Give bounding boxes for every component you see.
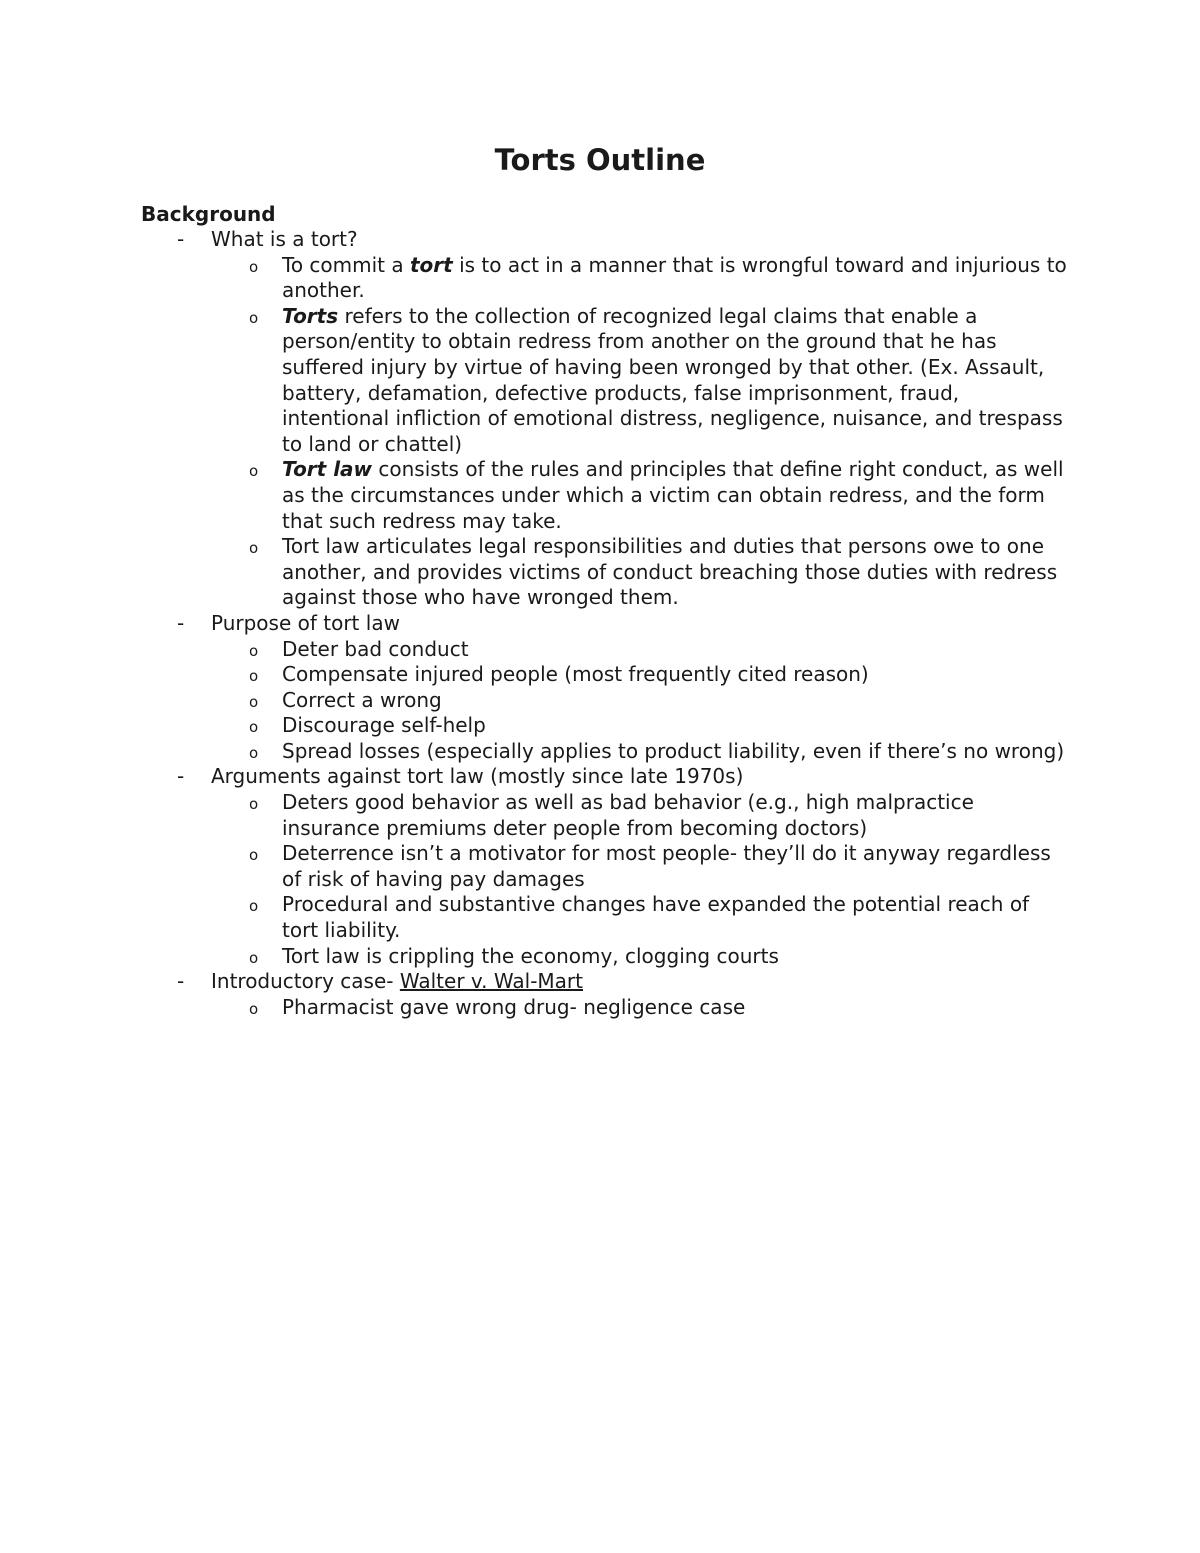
sub-item-text bbox=[212, 457, 1071, 534]
circle-bullet: o bbox=[249, 948, 259, 967]
defined-term: tort bbox=[409, 252, 453, 277]
sub-list bbox=[211, 790, 1071, 969]
circle-bullet: o bbox=[249, 308, 259, 327]
case-citation: Walter v. Wal-Mart bbox=[399, 969, 583, 994]
sub-item bbox=[141, 304, 1071, 458]
sub-list bbox=[211, 995, 1071, 1021]
sub-item bbox=[141, 995, 1071, 1021]
defined-term: Torts bbox=[282, 303, 339, 328]
text-segment: is to act in a manner that is wrongful toward and injurious to another. bbox=[282, 252, 1067, 303]
sub-item-text: Deterrence isn’t a motivator for most people- they’ll do it anyway regardless of risk of having pay damages bbox=[282, 841, 1051, 891]
dash-bullet: - bbox=[177, 969, 185, 994]
circle-bullet: o bbox=[249, 667, 259, 686]
sub-item-text bbox=[212, 253, 1071, 304]
sub-item bbox=[141, 253, 1071, 304]
sub-item bbox=[141, 457, 1071, 534]
circle-bullet: o bbox=[249, 846, 259, 865]
circle-bullet: o bbox=[249, 641, 259, 660]
sub-item bbox=[141, 944, 1071, 970]
sub-item-text: Correct a wrong bbox=[282, 687, 442, 712]
circle-bullet: o bbox=[249, 718, 259, 737]
sub-item-text: Spread losses (especially applies to product liability, even if there’s no wrong) bbox=[282, 738, 1065, 763]
dash-bullet: - bbox=[177, 227, 185, 251]
outline-item-label: Arguments against tort law (mostly since late 1970s) bbox=[211, 764, 744, 789]
sub-item bbox=[141, 688, 1071, 714]
circle-bullet: o bbox=[249, 462, 259, 481]
sub-item bbox=[141, 892, 1071, 943]
outline-item-introductory-case bbox=[141, 969, 1071, 1020]
text-segment: refers to the collection of recognized legal claims that enable a person/entity to obtain redress from another on the ground that he has suffered injury by virtue of having been wronged by that other. (Ex. Assault, battery, defamation, defective products, false imprisonment, fraud, intentional infliction of emotional distress, negligence, nuisance, and trespass to land or chattel) bbox=[282, 303, 1063, 456]
sub-item-text: Pharmacist gave wrong drug- negligence case bbox=[282, 994, 746, 1019]
outline-item-what-is-a-tort bbox=[141, 227, 1071, 611]
outline-content bbox=[141, 201, 1071, 1020]
sub-item-text bbox=[212, 304, 1071, 458]
sub-item-text: Compensate injured people (most frequently cited reason) bbox=[282, 662, 869, 687]
sub-item bbox=[141, 841, 1071, 892]
circle-bullet: o bbox=[249, 539, 259, 558]
circle-bullet: o bbox=[249, 897, 259, 916]
text-segment: Tort law articulates legal responsibilities and duties that persons owe to one another, and provides victims of conduct breaching those duties with redress against those who have wronged them. bbox=[282, 534, 1058, 610]
sub-item bbox=[141, 662, 1071, 688]
sub-item-text: Procedural and substantive changes have expanded the potential reach of tort liability. bbox=[282, 892, 1030, 943]
section-heading-background: Background bbox=[141, 202, 276, 226]
sub-item-text: Tort law is crippling the economy, clogging courts bbox=[282, 943, 779, 968]
circle-bullet: o bbox=[249, 795, 259, 814]
defined-term: Tort law bbox=[282, 457, 373, 482]
outline-item-label: Purpose of tort law bbox=[211, 610, 400, 635]
sub-item bbox=[141, 739, 1071, 765]
dash-bullet: - bbox=[177, 610, 185, 635]
outline-item-arguments-against bbox=[141, 764, 1071, 969]
circle-bullet: o bbox=[249, 999, 259, 1018]
sub-item bbox=[141, 637, 1071, 663]
text-segment: To commit a bbox=[282, 252, 410, 277]
outline-item-purpose bbox=[141, 611, 1071, 765]
sub-item-text: Deter bad conduct bbox=[282, 636, 469, 661]
sub-list bbox=[211, 253, 1071, 611]
document-title: Torts Outline bbox=[494, 143, 706, 177]
outline-item-label: What is a tort? bbox=[211, 227, 358, 251]
sub-item-text: Deters good behavior as well as bad behavior (e.g., high malpractice insurance premiums deter people from becoming doctors) bbox=[282, 790, 974, 840]
circle-bullet: o bbox=[249, 257, 259, 276]
sub-item-text bbox=[212, 534, 1071, 611]
dash-bullet: - bbox=[177, 764, 185, 789]
outline-list bbox=[141, 227, 1071, 1020]
sub-item-text: Discourage self-help bbox=[282, 713, 486, 738]
sub-item bbox=[141, 534, 1071, 611]
circle-bullet: o bbox=[249, 743, 259, 762]
circle-bullet: o bbox=[249, 692, 259, 711]
sub-list bbox=[211, 637, 1071, 765]
outline-item-label: Introductory case- bbox=[211, 969, 400, 994]
sub-item bbox=[141, 713, 1071, 739]
text-segment: consists of the rules and principles that define right conduct, as well as the circumstances under which a victim can obtain redress, and the form that such redress may take. bbox=[282, 457, 1064, 533]
sub-item bbox=[141, 790, 1071, 841]
